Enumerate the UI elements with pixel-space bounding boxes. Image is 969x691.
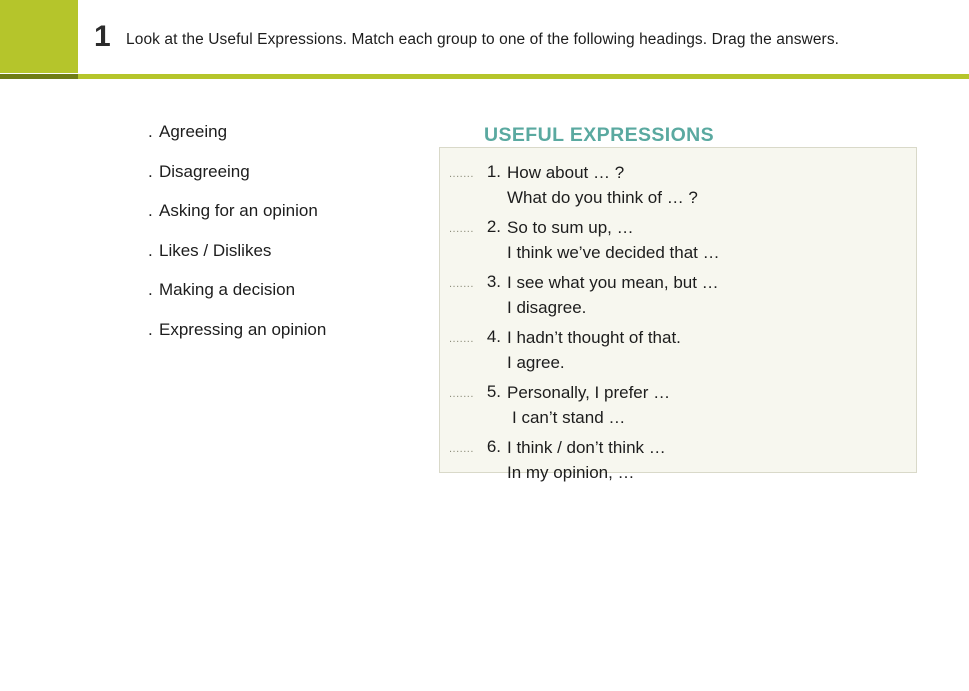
group-lines: [507, 380, 909, 430]
bullet-icon: .: [148, 122, 153, 141]
group-number: 4.: [486, 327, 501, 346]
heading-option-label: Making a decision: [159, 280, 296, 299]
expression-line: I see what you mean, but …: [507, 273, 719, 292]
group-lines: [507, 215, 909, 265]
useful-expressions-title: USEFUL EXPRESSIONS: [484, 124, 715, 146]
header-rule-accent: [0, 74, 78, 79]
heading-option-3[interactable]: [148, 201, 448, 221]
useful-expressions-list: [449, 160, 909, 490]
exercise-instruction: Look at the Useful Expressions. Match each group to one of the following headings. Drag the answers.: [126, 31, 840, 48]
headings-list: [148, 122, 448, 359]
expression-line: I disagree.: [507, 298, 587, 317]
group-number: 2.: [486, 217, 501, 236]
expression-line: I think / don’t think …: [507, 438, 666, 457]
expression-line: In my opinion, …: [507, 463, 635, 482]
answer-dropzone-2[interactable]: .......: [449, 223, 474, 235]
answer-dropzone-5[interactable]: .......: [449, 388, 474, 400]
expression-line: I hadn’t thought of that.: [507, 328, 681, 347]
expression-group-1: [449, 160, 909, 210]
header-rule: [0, 74, 969, 79]
group-lines: [507, 270, 909, 320]
bullet-icon: .: [148, 161, 153, 181]
group-number: 1.: [486, 162, 501, 181]
expression-line: I think we’ve decided that …: [507, 243, 720, 262]
heading-option-label: Agreeing: [159, 122, 228, 141]
heading-option-6[interactable]: [148, 320, 448, 340]
heading-option-label: Likes / Dislikes: [159, 240, 272, 260]
expression-group-2: [449, 215, 909, 265]
expression-line: Personally, I prefer …: [507, 383, 671, 402]
group-number: 3.: [486, 272, 501, 291]
answer-dropzone-4[interactable]: .......: [449, 333, 474, 345]
heading-option-label: Disagreeing: [159, 161, 250, 181]
expression-group-6: [449, 435, 909, 485]
group-lines: [507, 435, 909, 485]
heading-option-2[interactable]: [148, 162, 448, 182]
expression-line: So to sum up, …: [507, 218, 634, 237]
answer-dropzone-1[interactable]: .......: [449, 168, 474, 180]
answer-dropzone-3[interactable]: .......: [449, 278, 474, 290]
heading-option-label: Asking for an opinion: [159, 201, 318, 220]
expression-line: What do you think of … ?: [507, 188, 698, 207]
bullet-icon: .: [148, 319, 153, 339]
exercise-number: 1: [94, 20, 111, 53]
expression-line: I agree.: [507, 353, 565, 372]
heading-option-4[interactable]: [148, 241, 448, 261]
expression-line: How about … ?: [507, 163, 625, 182]
expression-group-3: [449, 270, 909, 320]
heading-option-label: Expressing an opinion: [159, 319, 327, 339]
exercise-header: [0, 0, 969, 78]
answer-dropzone-6[interactable]: .......: [449, 443, 474, 455]
expression-group-5: [449, 380, 909, 430]
bullet-icon: .: [148, 280, 153, 299]
heading-option-1[interactable]: [148, 122, 448, 142]
group-number: 5.: [486, 382, 501, 401]
header-color-block: [0, 0, 78, 73]
bullet-icon: .: [148, 240, 153, 260]
expression-line: I can’t stand …: [512, 408, 626, 427]
group-lines: [507, 160, 909, 210]
heading-option-5[interactable]: [148, 280, 448, 300]
expression-group-4: [449, 325, 909, 375]
group-lines: [507, 325, 909, 375]
bullet-icon: .: [148, 201, 153, 220]
group-number: 6.: [486, 437, 501, 456]
